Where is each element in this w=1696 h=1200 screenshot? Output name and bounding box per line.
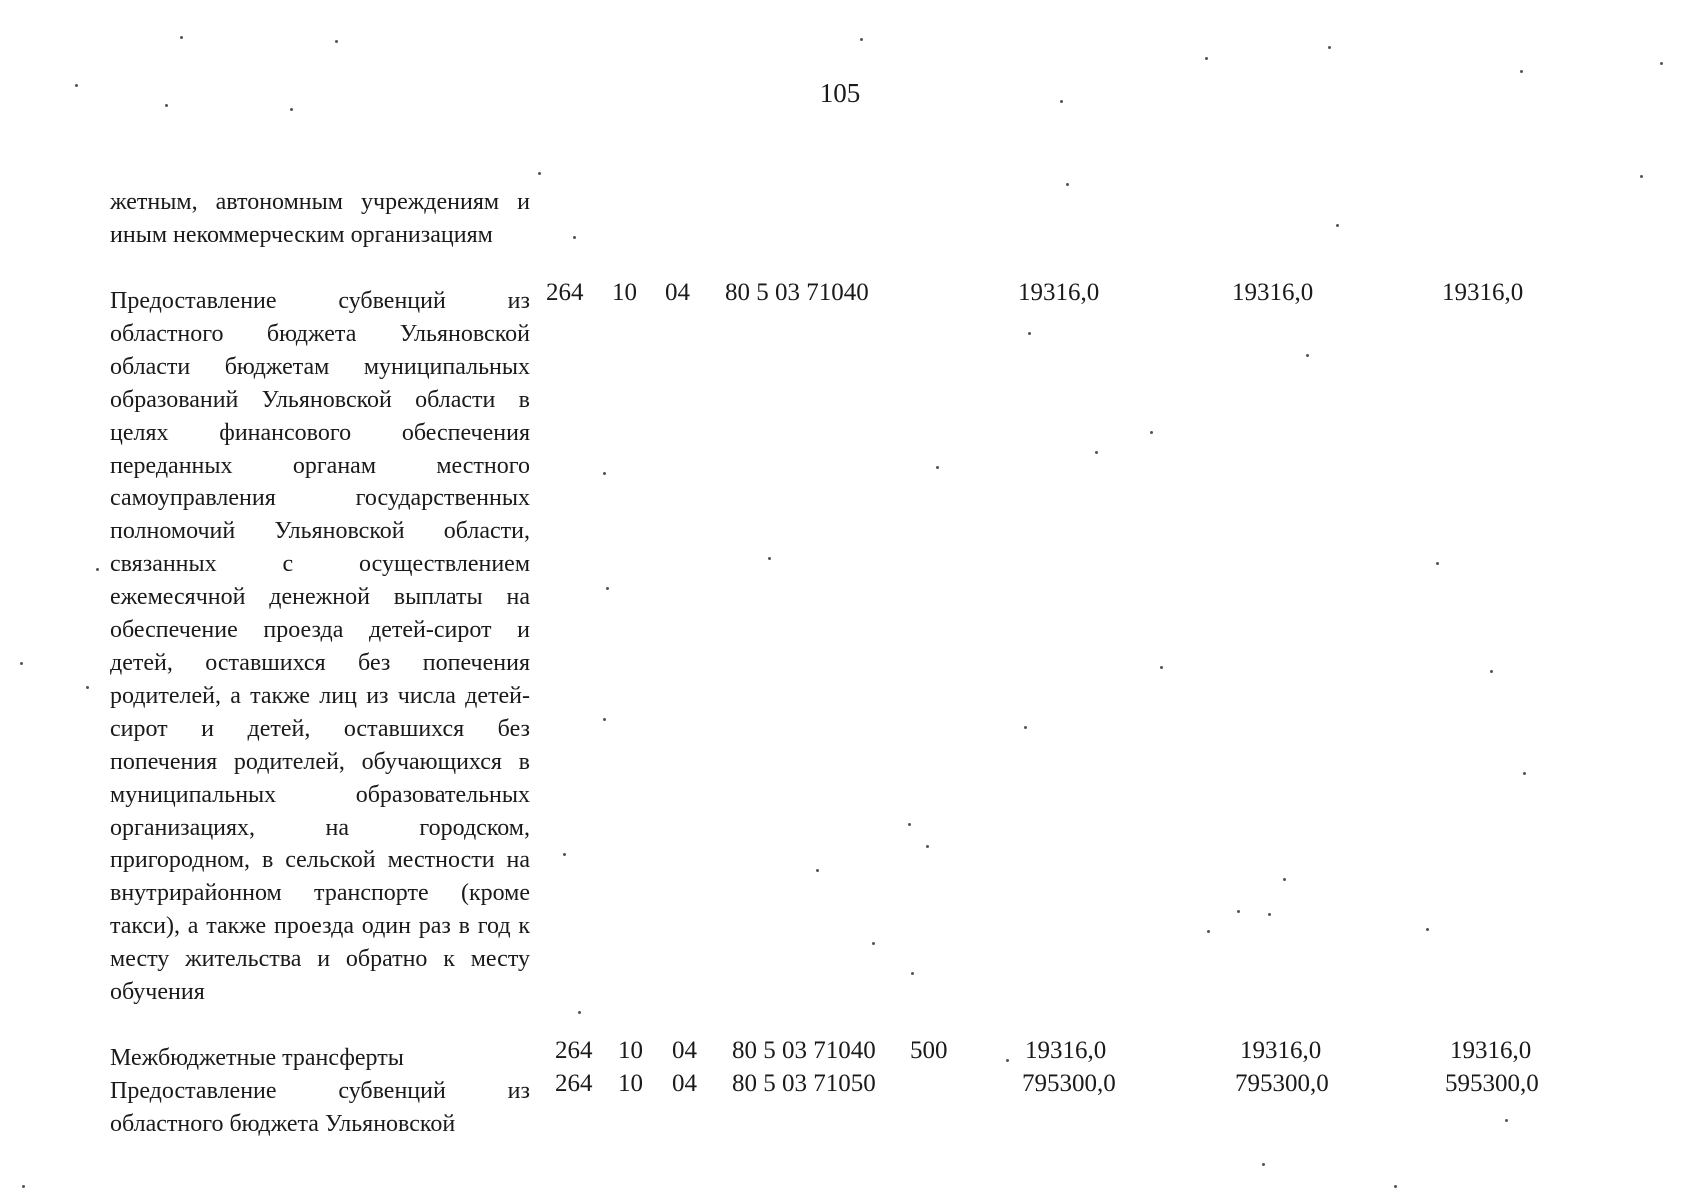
target-article-code: 80 5 03 71050	[732, 1070, 876, 1097]
amount-year-1: 795300,0	[1022, 1070, 1116, 1097]
section-code: 10	[618, 1070, 643, 1097]
subsection-code: 04	[672, 1037, 697, 1064]
amount-year-1: 19316,0	[1018, 279, 1100, 306]
section-code: 10	[612, 279, 637, 306]
ministry-code: 264	[555, 1070, 593, 1097]
row-description-continued: жетным, автономным учреждениям и иным некоммерческим организациям	[110, 189, 530, 248]
amount-year-3: 19316,0	[1450, 1037, 1532, 1064]
amount-year-1: 19316,0	[1025, 1037, 1107, 1064]
row-description-subvention-71040: Предоставление субвенций из областного бюджета Ульяновской области бюджетам муниципальных образований Ульяновской области в целях финансового обеспечения переданных органам местного самоуправления государственных полномочий Ульяновской области, связанных с осуществлением ежемесячной денежной выплаты на обеспечение проезда детей-сирот и детей, оставшихся без попечения родителей, а также лиц из числа детей-сирот и детей, оставшихся без попечения родителей, обучающихся в муниципальных образовательных организациях, на городском, пригородном, в сельской местности на внутрирайонном транспорте (кроме такси), а также проезда один раз в год к месту жительства и обратно к месту обучения	[110, 288, 530, 1006]
amount-year-2: 795300,0	[1235, 1070, 1329, 1097]
row-description-interbudget-transfers: Межбюджетные трансферты	[110, 1045, 404, 1071]
section-code: 10	[618, 1037, 643, 1064]
subsection-code: 04	[672, 1070, 697, 1097]
amount-year-3: 595300,0	[1445, 1070, 1539, 1097]
table-row	[0, 1037, 1696, 1071]
ministry-code: 264	[546, 279, 584, 306]
target-article-code: 80 5 03 71040	[732, 1037, 876, 1064]
table-row	[0, 1070, 1696, 1104]
table-row	[0, 279, 1696, 313]
expense-type-code: 500	[910, 1037, 948, 1064]
subsection-code: 04	[665, 279, 690, 306]
ministry-code: 264	[555, 1037, 593, 1064]
page-number: 105	[819, 78, 861, 108]
amount-year-2: 19316,0	[1232, 279, 1314, 306]
row-description-subvention-71050: Предоставление субвенций из областного бюджета Ульяновской	[110, 1078, 530, 1137]
target-article-code: 80 5 03 71040	[725, 279, 869, 306]
amount-year-3: 19316,0	[1442, 279, 1524, 306]
amount-year-2: 19316,0	[1240, 1037, 1322, 1064]
